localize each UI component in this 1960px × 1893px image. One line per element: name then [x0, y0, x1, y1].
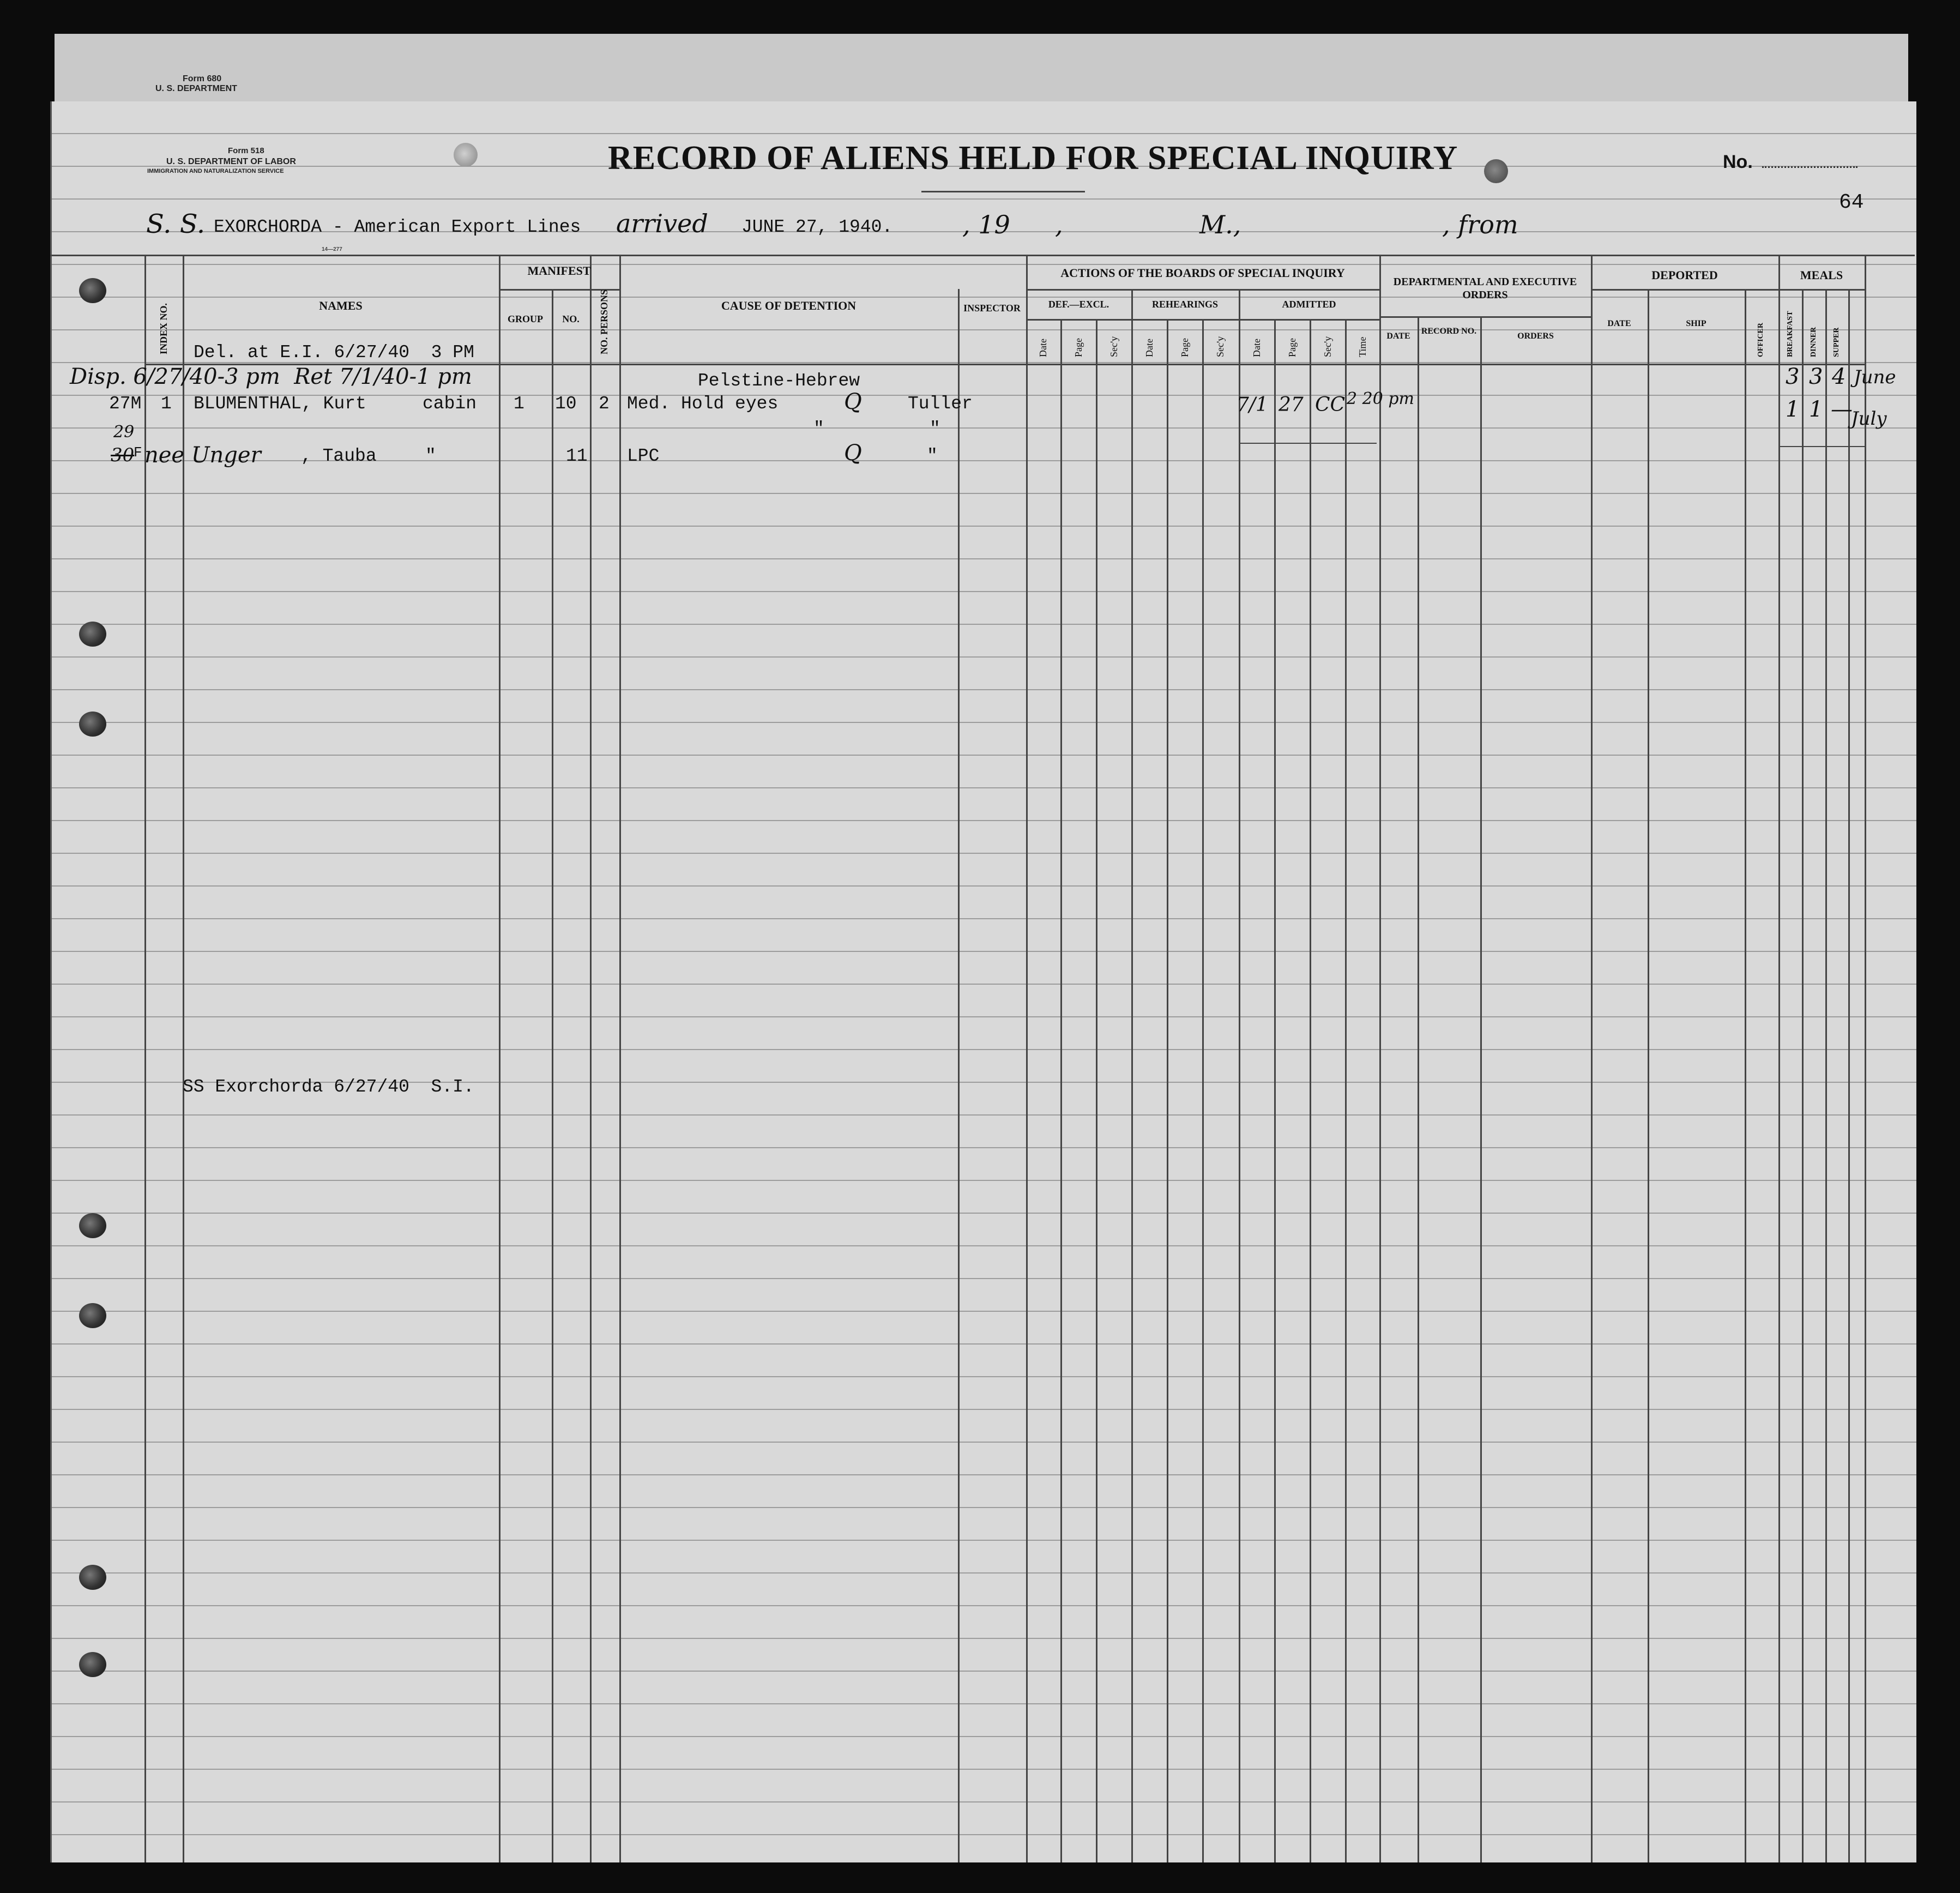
header-dep-date: DATE — [1607, 319, 1631, 328]
header-officer: OFFICER — [1757, 323, 1765, 357]
ditto-supper: — — [1831, 397, 1853, 422]
ditto-inspector: " — [930, 419, 940, 439]
row1-admitted-date: 7/1 — [1237, 394, 1268, 416]
column-divider — [144, 255, 146, 1862]
column-divider — [1802, 289, 1804, 1862]
row1-name: BLUMENTHAL, Kurt — [194, 394, 366, 414]
header-rule — [1591, 289, 1778, 291]
row1-class: cabin — [423, 394, 477, 414]
header-record-no: RECORD NO. — [1421, 327, 1477, 336]
punch-hole — [1484, 159, 1508, 183]
header-def-date: Date — [1038, 339, 1048, 357]
header-def-secy: Sec'y — [1108, 336, 1119, 357]
row2-sex: F — [134, 444, 142, 461]
binder-hole — [79, 1303, 106, 1328]
ditto-month: July — [1851, 408, 1887, 430]
header-dept-orders: DEPARTMENTAL AND EXECUTIVE ORDERS — [1393, 276, 1577, 301]
row2-mark: Q — [844, 441, 862, 466]
column-divider — [1778, 255, 1780, 1862]
back-form-number: Form 680 — [183, 74, 222, 83]
column-divider — [1131, 289, 1133, 1862]
title-underline — [921, 191, 1085, 192]
disposition-note: Disp. 6/27/40-3 pm Ret 7/1/40-1 pm — [70, 364, 472, 389]
header-def-page: Page — [1073, 338, 1084, 357]
row1-index: 1 — [161, 394, 172, 414]
header-rule — [1379, 316, 1591, 318]
column-divider — [1239, 289, 1240, 1862]
column-divider — [1202, 319, 1204, 1862]
header-adm-date: Date — [1251, 339, 1262, 357]
voyage-comma: , — [1055, 210, 1063, 239]
header-rule — [1778, 289, 1865, 291]
header-reh-page: Page — [1179, 338, 1190, 357]
arrival-date: JUNE 27, 1940. — [741, 217, 893, 237]
row1-supper: 4 — [1832, 364, 1846, 389]
footer-reference: SS Exorchorda 6/27/40 S.I. — [183, 1077, 474, 1097]
admitted-underline — [1240, 443, 1377, 444]
row1-dinner: 3 — [1809, 364, 1823, 389]
row2-age: 29 — [113, 423, 135, 442]
binder-hole — [79, 1213, 106, 1238]
ditto-cause: " — [813, 419, 824, 439]
header-dept-date: DATE — [1386, 331, 1410, 341]
punch-hole — [454, 143, 478, 167]
binder-hole — [79, 622, 106, 647]
column-divider — [1865, 255, 1866, 1862]
column-divider — [1591, 255, 1593, 1862]
service-name: IMMIGRATION AND NATURALIZATION SERVICE — [147, 168, 284, 174]
column-divider — [1345, 319, 1347, 1862]
year-label: , 19 — [962, 210, 1010, 239]
row1-admitted-secy: CC — [1315, 394, 1346, 416]
column-divider — [1480, 316, 1482, 1862]
page-title: RECORD OF ALIENS HELD FOR SPECIAL INQUIRY — [608, 140, 1458, 177]
header-cause: CAUSE OF DETENTION — [721, 299, 857, 312]
back-department: U. S. DEPARTMENT — [155, 84, 237, 93]
column-divider — [1060, 319, 1062, 1862]
column-divider — [1825, 289, 1827, 1862]
binder-hole — [79, 1652, 106, 1677]
table-top-border — [50, 255, 1915, 256]
no-field — [1762, 166, 1858, 168]
header-adm-time: Time — [1357, 336, 1368, 357]
row1-month: June — [1854, 366, 1896, 388]
ditto-breakfast: 1 — [1786, 397, 1800, 422]
ss-label: S. S. — [146, 209, 206, 239]
nationality-note: Pelstine-Hebrew — [698, 371, 860, 391]
header-no: NO. — [562, 314, 580, 324]
row1-admitted-page: 27 — [1278, 394, 1304, 416]
delivery-note: Del. at E.I. 6/27/40 3 PM — [194, 342, 474, 363]
column-divider — [1310, 319, 1311, 1862]
row1-manifest-no: 10 — [555, 394, 577, 414]
column-divider — [958, 289, 960, 1862]
row2-inspector: " — [927, 446, 938, 466]
header-index-no: INDEX NO. — [158, 303, 169, 354]
print-code: 14—277 — [322, 246, 342, 252]
header-admitted: ADMITTED — [1282, 299, 1336, 310]
header-supper: SUPPER — [1832, 327, 1841, 357]
header-orders: ORDERS — [1517, 331, 1554, 341]
ditto-dinner: 1 — [1809, 397, 1823, 422]
header-adm-page: Page — [1287, 338, 1298, 357]
no-label: No. — [1723, 152, 1753, 172]
column-divider — [1274, 319, 1276, 1862]
column-divider — [1418, 316, 1419, 1862]
header-deported: DEPORTED — [1651, 268, 1718, 282]
header-meals: MEALS — [1800, 268, 1843, 282]
header-boards: ACTIONS OF THE BOARDS OF SPECIAL INQUIRY — [1060, 266, 1345, 280]
from-label: , from — [1442, 210, 1518, 239]
ship-name: EXORCHORDA - American Export Lines — [214, 217, 581, 237]
column-divider — [619, 255, 621, 1862]
binder-hole — [79, 712, 106, 737]
header-rehearings: REHEARINGS — [1151, 299, 1219, 310]
column-divider — [183, 255, 184, 1862]
column-divider — [1648, 289, 1649, 1862]
row2-manifest-no: 11 — [566, 446, 588, 466]
row1-breakfast: 3 — [1786, 364, 1800, 389]
form-number: Form 518 — [228, 146, 264, 155]
row2-class: " — [425, 446, 436, 466]
row1-cause: Med. Hold eyes — [627, 394, 779, 414]
column-divider — [1026, 255, 1028, 1862]
header-group: GROUP — [508, 314, 543, 324]
meridiem-label: M., — [1199, 210, 1241, 239]
arrived-label: arrived — [616, 209, 708, 238]
column-divider — [1848, 289, 1850, 1862]
row2-age-struck: 30 — [111, 444, 135, 466]
header-names: NAMES — [319, 299, 363, 312]
row2-cause: LPC — [627, 446, 660, 466]
header-no-persons: NO. PERSONS — [599, 289, 610, 354]
page-number: 64 — [1839, 191, 1864, 214]
meals-underline — [1780, 446, 1865, 447]
row2-maiden-name: nee Unger — [144, 443, 261, 468]
row1-group: 1 — [514, 394, 524, 414]
header-rule — [1026, 319, 1379, 321]
column-divider — [1167, 319, 1168, 1862]
column-divider — [1096, 319, 1097, 1862]
binder-hole — [79, 1565, 106, 1590]
column-divider — [1745, 289, 1746, 1862]
row1-age-sex: 27M — [109, 394, 142, 414]
column-divider — [1379, 255, 1381, 1862]
header-dinner: DINNER — [1810, 327, 1818, 357]
header-rule — [1026, 289, 1379, 291]
header-breakfast: BREAKFAST — [1786, 311, 1794, 357]
binder-hole — [79, 278, 106, 303]
header-ship: SHIP — [1686, 319, 1706, 328]
row2-name: , Tauba — [301, 446, 377, 466]
column-divider — [552, 289, 553, 1862]
column-divider — [499, 255, 500, 1862]
row1-persons: 2 — [599, 394, 610, 414]
header-manifest: MANIFEST — [527, 264, 591, 278]
header-def-excl: DEF.—EXCL. — [1048, 299, 1109, 310]
header-adm-secy: Sec'y — [1322, 336, 1333, 357]
header-reh-secy: Sec'y — [1215, 336, 1226, 357]
row1-inspector: Tuller — [908, 394, 973, 414]
row1-mark: Q — [844, 389, 862, 414]
header-reh-date: Date — [1144, 339, 1155, 357]
row1-admitted-time: 2 20 pm — [1347, 389, 1414, 408]
column-divider — [590, 255, 592, 1862]
underlying-page — [55, 34, 1908, 105]
department-name: U. S. DEPARTMENT OF LABOR — [166, 157, 296, 166]
header-inspector: INSPECTOR — [963, 303, 1021, 314]
